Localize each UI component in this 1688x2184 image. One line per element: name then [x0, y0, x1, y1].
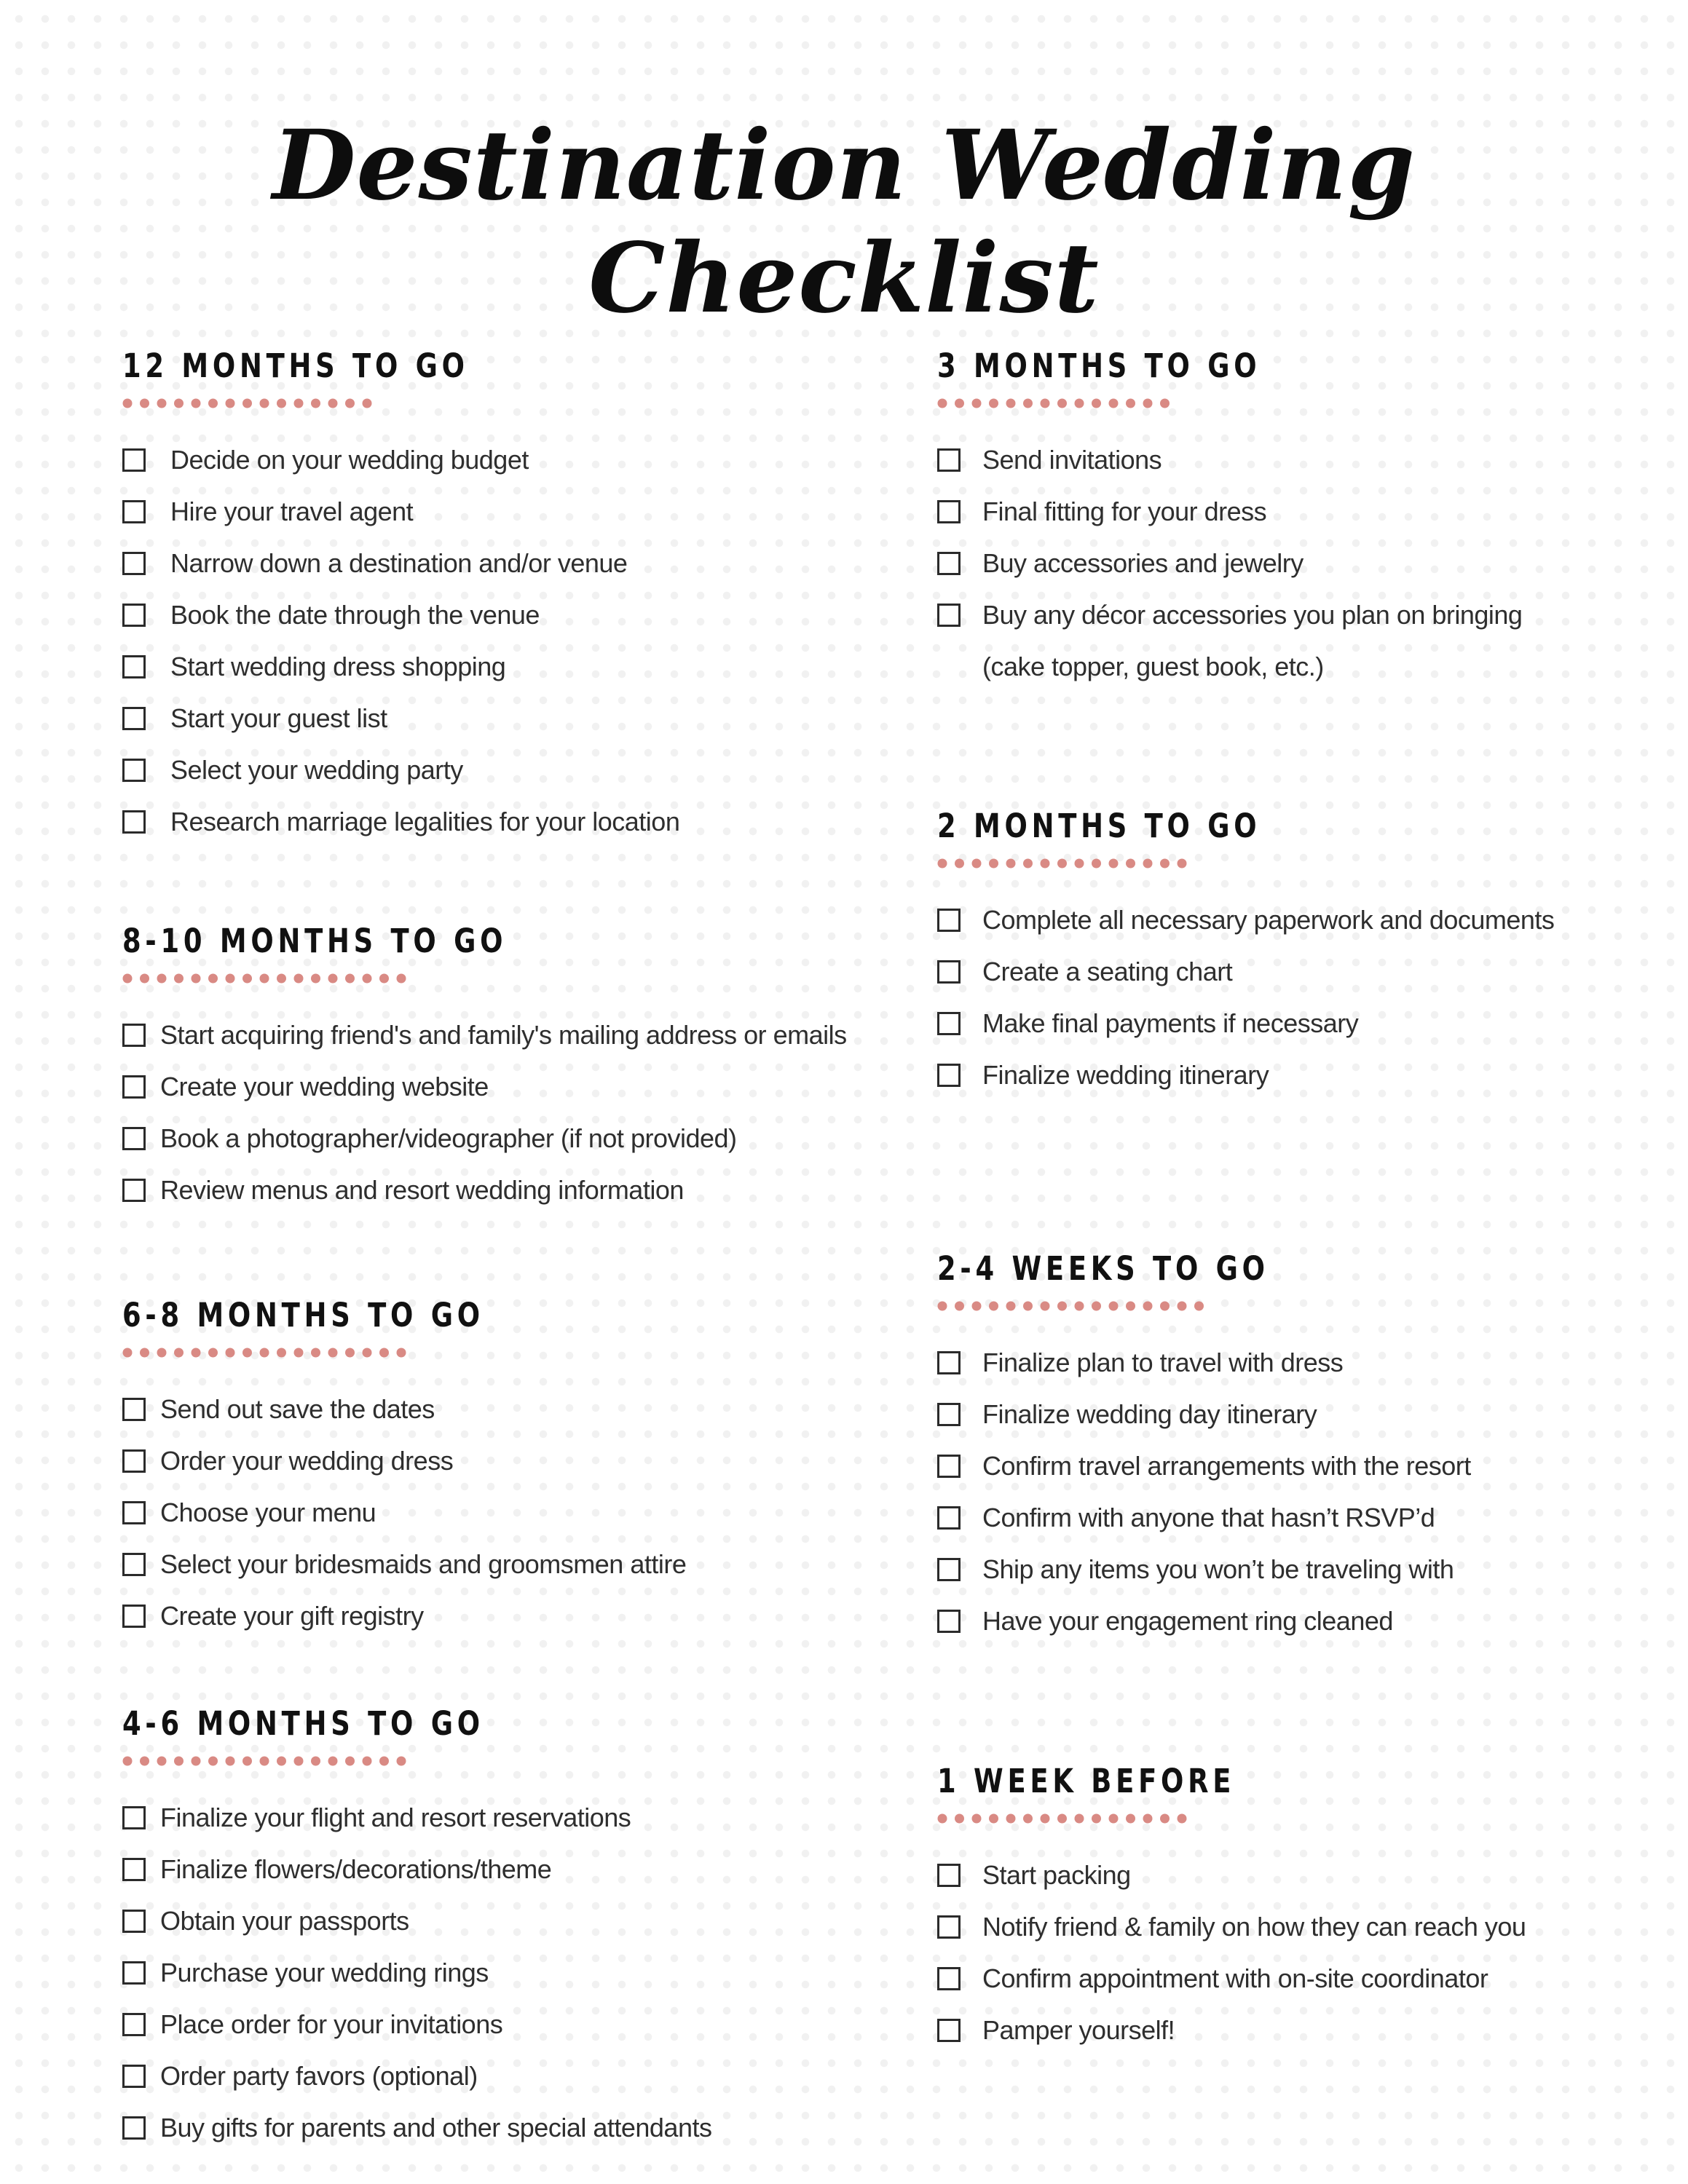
dotted-divider	[937, 397, 1332, 409]
divider-dot	[1109, 859, 1119, 869]
divider-dot	[379, 1348, 389, 1358]
section-heading: 8-10 MONTHS TO GO	[122, 922, 508, 960]
checklist-item-label: Notify friend & family on how they can reach you	[982, 1912, 1526, 1942]
divider-dot	[1006, 1814, 1016, 1824]
divider-dot	[938, 1814, 947, 1824]
checkbox-icon[interactable]	[937, 1967, 961, 1990]
divider-dot	[955, 859, 964, 869]
checklist-item	[937, 486, 1332, 537]
checkbox-icon[interactable]	[122, 1075, 146, 1099]
divider-dot	[1178, 1302, 1187, 1311]
checklist-item-label: Start your guest list	[170, 703, 387, 733]
checklist-item	[122, 1383, 564, 1435]
divider-dot	[226, 1757, 235, 1766]
divider-dot	[345, 974, 355, 984]
checklist-item-label: Have your engagement ring cleaned	[982, 1606, 1393, 1636]
checklist-item	[937, 1492, 1435, 1543]
checklist-item	[122, 1998, 564, 2050]
checklist-item	[937, 537, 1332, 589]
dotted-divider	[122, 1347, 564, 1358]
checklist-item-label: Buy gifts for parents and other special attendants	[160, 2113, 712, 2143]
divider-dot	[989, 1814, 998, 1824]
checklist	[937, 894, 1555, 1101]
checklist-item	[122, 1164, 684, 1216]
checklist-item	[122, 1843, 564, 1895]
checklist-item	[937, 1388, 1342, 1440]
checkbox-icon[interactable]	[122, 2065, 146, 2088]
checkbox-icon[interactable]	[937, 1403, 961, 1426]
section-3-months	[937, 347, 1523, 692]
section-heading: 12 MONTHS TO GO	[122, 347, 469, 385]
checklist-item	[937, 2004, 1301, 2056]
divider-dot	[140, 1348, 149, 1358]
section-1-week	[937, 1762, 1526, 2056]
checkbox-icon[interactable]	[937, 1455, 961, 1478]
checklist-item-label: Select your bridesmaids and groomsmen attire	[160, 1549, 687, 1579]
divider-dot	[1178, 859, 1187, 869]
divider-dot	[208, 974, 218, 984]
checkbox-icon[interactable]	[122, 500, 146, 523]
divider-dot	[1092, 859, 1101, 869]
checklist	[122, 1792, 712, 2153]
section-12-months	[122, 347, 680, 847]
checklist-item	[122, 744, 545, 796]
divider-dot	[1160, 399, 1170, 408]
checklist-item	[937, 894, 1555, 946]
checklist-item	[122, 692, 545, 744]
checklist-item-label: Purchase your wedding rings	[160, 1958, 489, 1987]
checkbox-icon[interactable]	[122, 1961, 146, 1985]
divider-dot	[1075, 859, 1084, 869]
divider-dot	[226, 974, 235, 984]
checklist-item	[122, 2050, 564, 2102]
divider-dot	[157, 399, 167, 408]
divider-dot	[345, 1757, 355, 1766]
divider-dot	[1075, 399, 1084, 408]
divider-dot	[397, 974, 406, 984]
checkbox-icon[interactable]	[122, 810, 146, 834]
divider-dot	[379, 974, 389, 984]
divider-dot	[972, 399, 982, 408]
checklist-item	[937, 434, 1332, 486]
section-6-8-months	[122, 1296, 687, 1642]
divider-dot	[277, 974, 286, 984]
section-heading: 4-6 MONTHS TO GO	[122, 1704, 484, 1743]
checklist-item-continuation	[937, 641, 1332, 692]
divider-dot	[174, 399, 184, 408]
divider-dot	[1041, 1302, 1050, 1311]
dotted-divider	[937, 858, 1332, 869]
checklist-item	[122, 796, 680, 847]
checklist-item	[122, 1947, 564, 1998]
divider-dot	[328, 1348, 338, 1358]
checkbox-icon[interactable]	[937, 1915, 961, 1939]
checklist-item-label: Send out save the dates	[160, 1394, 435, 1424]
divider-dot	[1126, 859, 1135, 869]
divider-dot	[123, 399, 133, 408]
divider-dot	[208, 1757, 218, 1766]
divider-dot	[1057, 399, 1067, 408]
checklist-item	[937, 1049, 1332, 1101]
checkbox-icon[interactable]	[937, 500, 961, 523]
checkbox-icon[interactable]	[122, 1398, 146, 1421]
divider-dot	[1041, 1814, 1050, 1824]
checklist-item-label: Finalize flowers/decorations/theme	[160, 1854, 552, 1884]
checklist-item-label: Finalize your flight and resort reservations	[160, 1803, 631, 1832]
checklist-item-label: Hire your travel agent	[170, 496, 414, 526]
checklist-item	[122, 641, 545, 692]
checklist-item	[122, 589, 545, 641]
checklist-item	[937, 1952, 1488, 2004]
divider-dot	[328, 1757, 338, 1766]
checkbox-icon[interactable]	[122, 1858, 146, 1881]
checklist-item-label: Buy any décor accessories you plan on bringing	[982, 600, 1523, 630]
checkbox-icon[interactable]	[937, 909, 961, 932]
divider-dot	[1057, 1302, 1067, 1311]
divider-dot	[955, 1302, 964, 1311]
checkbox-icon[interactable]	[122, 655, 146, 678]
divider-dot	[123, 1348, 133, 1358]
divider-dot	[140, 1757, 149, 1766]
checklist-item-label: Research marriage legalities for your location	[170, 807, 680, 836]
divider-dot	[311, 1348, 320, 1358]
divider-dot	[1126, 1302, 1135, 1311]
dotted-divider	[122, 1755, 564, 1767]
checkbox-icon[interactable]	[937, 1864, 961, 1887]
divider-dot	[208, 1348, 218, 1358]
section-8-10-months	[122, 922, 847, 1216]
divider-dot	[157, 974, 167, 984]
checklist-item-label: Complete all necessary paperwork and documents	[982, 905, 1555, 935]
dotted-divider	[937, 1813, 1301, 1824]
divider-dot	[242, 974, 252, 984]
divider-dot	[938, 859, 947, 869]
checklist-item	[122, 1061, 591, 1112]
checklist-item	[122, 1435, 564, 1487]
divider-dot	[123, 1757, 133, 1766]
divider-dot	[208, 399, 218, 408]
checklist-item	[937, 589, 1523, 641]
checkbox-icon[interactable]	[937, 1610, 961, 1633]
divider-dot	[1006, 399, 1016, 408]
divider-dot	[1160, 859, 1170, 869]
divider-dot	[260, 1348, 269, 1358]
divider-dot	[989, 859, 998, 869]
checklist-item	[937, 1595, 1393, 1647]
checkbox-icon[interactable]	[937, 604, 961, 627]
divider-dot	[1006, 1302, 1016, 1311]
checkbox-icon[interactable]	[122, 1024, 146, 1047]
divider-dot	[989, 399, 998, 408]
checklist-item	[122, 1792, 631, 1843]
checklist	[937, 1337, 1471, 1647]
page-title: Destination Wedding Checklist	[272, 109, 1416, 335]
checklist-item-label: Decide on your wedding budget	[170, 445, 529, 475]
checkbox-icon[interactable]	[122, 2116, 146, 2140]
checklist-item-label: Start acquiring friend's and family's mailing address or emails	[160, 1020, 847, 1050]
checklist-item-label: Place order for your invitations	[160, 2009, 503, 2039]
checklist-item-label: Order your wedding dress	[160, 1446, 454, 1476]
checklist-item-label: Ship any items you won’t be traveling with	[982, 1554, 1454, 1584]
section-heading: 3 MONTHS TO GO	[937, 347, 1261, 385]
checkbox-icon[interactable]	[937, 2019, 961, 2042]
checklist-item-label: Buy accessories and jewelry	[982, 548, 1304, 578]
section-2-months	[937, 807, 1555, 1101]
checklist-item-label: Pamper yourself!	[982, 2015, 1175, 2045]
divider-dot	[1126, 1814, 1135, 1824]
checkbox-icon[interactable]	[122, 448, 146, 472]
divider-dot	[345, 1348, 355, 1358]
section-heading: 2 MONTHS TO GO	[937, 807, 1261, 845]
divider-dot	[972, 859, 982, 869]
checkbox-icon[interactable]	[122, 1179, 146, 1202]
checklist-item-label: Make final payments if necessary	[982, 1008, 1359, 1038]
checklist-item-label: Review menus and resort wedding information	[160, 1175, 684, 1205]
checkbox-icon[interactable]	[122, 1806, 146, 1829]
divider-dot	[311, 399, 320, 408]
checklist-item-label: Obtain your passports	[160, 1906, 409, 1936]
divider-dot	[1194, 1302, 1204, 1311]
divider-dot	[1143, 859, 1153, 869]
checkbox-icon[interactable]	[122, 2013, 146, 2036]
section-4-6-months	[122, 1704, 712, 2153]
checklist-item	[122, 486, 545, 537]
divider-dot	[363, 1348, 372, 1358]
divider-dot	[397, 1348, 406, 1358]
checklist-item	[122, 1538, 687, 1590]
divider-dot	[328, 399, 338, 408]
checklist-item-label: Book a photographer/videographer (if not provided)	[160, 1123, 737, 1153]
divider-dot	[242, 1757, 252, 1766]
divider-dot	[1023, 399, 1033, 408]
divider-dot	[192, 1757, 201, 1766]
checklist-item-label: Create your gift registry	[160, 1601, 424, 1631]
checkbox-icon[interactable]	[122, 604, 146, 627]
divider-dot	[123, 974, 133, 984]
divider-dot	[1092, 1302, 1101, 1311]
checklist-item	[122, 1112, 737, 1164]
checklist-item	[937, 1849, 1301, 1901]
checkbox-icon[interactable]	[937, 960, 961, 984]
dotted-divider	[122, 973, 591, 984]
checkbox-icon[interactable]	[122, 1910, 146, 1933]
divider-dot	[1057, 859, 1067, 869]
checklist-item-label: Finalize wedding day itinerary	[982, 1399, 1317, 1429]
checklist-item-label: Send invitations	[982, 445, 1162, 475]
divider-dot	[938, 1302, 947, 1311]
checkbox-icon[interactable]	[937, 552, 961, 575]
checklist	[122, 1383, 687, 1642]
checklist-item-label: Start packing	[982, 1860, 1131, 1890]
divider-dot	[311, 974, 320, 984]
divider-dot	[277, 1348, 286, 1358]
divider-dot	[1178, 1814, 1187, 1824]
section-2-4-weeks	[937, 1249, 1471, 1647]
divider-dot	[294, 1757, 304, 1766]
section-heading: 6-8 MONTHS TO GO	[122, 1296, 484, 1334]
checkbox-icon[interactable]	[937, 1558, 961, 1581]
checklist-item	[122, 1895, 564, 1947]
divider-dot	[972, 1814, 982, 1824]
divider-dot	[363, 399, 372, 408]
checklist	[122, 434, 680, 847]
checklist	[937, 434, 1523, 692]
checklist-item-label: Finalize plan to travel with dress	[982, 1348, 1344, 1377]
divider-dot	[1092, 399, 1101, 408]
divider-dot	[955, 1814, 964, 1824]
checklist-item-label: Narrow down a destination and/or venue	[170, 548, 628, 578]
section-heading: 2-4 WEEKS TO GO	[937, 1249, 1269, 1288]
divider-dot	[1041, 859, 1050, 869]
divider-dot	[157, 1348, 167, 1358]
checkbox-icon[interactable]	[122, 1449, 146, 1473]
divider-dot	[1023, 1814, 1033, 1824]
divider-dot	[1023, 1302, 1033, 1311]
divider-dot	[277, 1757, 286, 1766]
checkbox-icon[interactable]	[937, 1351, 961, 1374]
divider-dot	[1126, 399, 1135, 408]
checklist-item	[937, 997, 1359, 1049]
divider-dot	[260, 1757, 269, 1766]
divider-dot	[938, 399, 947, 408]
checklist-item-label: Confirm appointment with on-site coordinator	[982, 1963, 1488, 1993]
checkbox-icon[interactable]	[122, 1553, 146, 1576]
divider-dot	[192, 399, 201, 408]
divider-dot	[260, 399, 269, 408]
divider-dot	[140, 974, 149, 984]
checkbox-icon[interactable]	[937, 1012, 961, 1035]
divider-dot	[379, 1757, 389, 1766]
checklist-item	[122, 537, 628, 589]
checklist-item	[937, 1901, 1526, 1952]
divider-dot	[1143, 1814, 1153, 1824]
divider-dot	[1041, 399, 1050, 408]
checklist-item	[937, 946, 1332, 997]
checkbox-icon[interactable]	[122, 1501, 146, 1524]
checklist-item-label: Create a seating chart	[982, 957, 1233, 986]
divider-dot	[1057, 1814, 1067, 1824]
checklist-item	[122, 2102, 712, 2153]
divider-dot	[294, 399, 304, 408]
divider-dot	[1006, 859, 1016, 869]
checklist	[122, 1009, 847, 1216]
checklist-item-label: Book the date through the venue	[170, 600, 540, 630]
checklist-item-label: Select your wedding party	[170, 755, 463, 785]
divider-dot	[989, 1302, 998, 1311]
checkbox-icon[interactable]	[122, 1605, 146, 1628]
checkbox-icon[interactable]	[122, 759, 146, 782]
checklist-item	[937, 1337, 1342, 1388]
checkbox-icon[interactable]	[122, 552, 146, 575]
divider-dot	[140, 399, 149, 408]
checkbox-icon[interactable]	[937, 1064, 961, 1087]
divider-dot	[1160, 1814, 1170, 1824]
checklist-item-label: Confirm travel arrangements with the resort	[982, 1451, 1471, 1481]
checklist-item	[122, 1590, 564, 1642]
divider-dot	[1143, 1302, 1153, 1311]
divider-dot	[1092, 1814, 1101, 1824]
checklist-item	[122, 1009, 847, 1061]
divider-dot	[1143, 399, 1153, 408]
checklist-item-label: (cake topper, guest book, etc.)	[982, 652, 1324, 681]
divider-dot	[1023, 859, 1033, 869]
checkbox-icon[interactable]	[122, 1127, 146, 1150]
divider-dot	[174, 974, 184, 984]
divider-dot	[294, 974, 304, 984]
checklist-item	[122, 1487, 564, 1538]
divider-dot	[1109, 399, 1119, 408]
checklist-item	[122, 434, 545, 486]
dotted-divider	[122, 397, 545, 409]
dotted-divider	[937, 1300, 1342, 1312]
divider-dot	[294, 1348, 304, 1358]
checklist-item-label: Choose your menu	[160, 1497, 376, 1527]
divider-dot	[345, 399, 355, 408]
divider-dot	[260, 974, 269, 984]
divider-dot	[363, 974, 372, 984]
checkbox-icon[interactable]	[937, 1506, 961, 1530]
divider-dot	[192, 974, 201, 984]
divider-dot	[1160, 1302, 1170, 1311]
divider-dot	[174, 1348, 184, 1358]
divider-dot	[397, 1757, 406, 1766]
checklist-item-label: Order party favors (optional)	[160, 2061, 478, 2091]
checklist-item-label: Start wedding dress shopping	[170, 652, 506, 681]
checkbox-icon[interactable]	[937, 448, 961, 472]
checklist-item-label: Finalize wedding itinerary	[982, 1060, 1269, 1090]
checklist-item	[937, 1543, 1454, 1595]
divider-dot	[157, 1757, 167, 1766]
divider-dot	[955, 399, 964, 408]
divider-dot	[192, 1348, 201, 1358]
checklist-item-label: Final fitting for your dress	[982, 496, 1267, 526]
divider-dot	[242, 399, 252, 408]
divider-dot	[1075, 1302, 1084, 1311]
divider-dot	[1109, 1302, 1119, 1311]
checklist-item-label: Create your wedding website	[160, 1072, 489, 1101]
checklist-item	[937, 1440, 1471, 1492]
checkbox-icon[interactable]	[122, 707, 146, 730]
divider-dot	[242, 1348, 252, 1358]
divider-dot	[328, 974, 338, 984]
divider-dot	[1109, 1814, 1119, 1824]
checklist	[937, 1849, 1526, 2056]
divider-dot	[277, 399, 286, 408]
divider-dot	[363, 1757, 372, 1766]
divider-dot	[1075, 1814, 1084, 1824]
divider-dot	[174, 1757, 184, 1766]
checklist-item-label: Confirm with anyone that hasn’t RSVP’d	[982, 1503, 1435, 1532]
divider-dot	[226, 399, 235, 408]
divider-dot	[311, 1757, 320, 1766]
section-heading: 1 WEEK BEFORE	[937, 1762, 1236, 1800]
divider-dot	[226, 1348, 235, 1358]
divider-dot	[972, 1302, 982, 1311]
